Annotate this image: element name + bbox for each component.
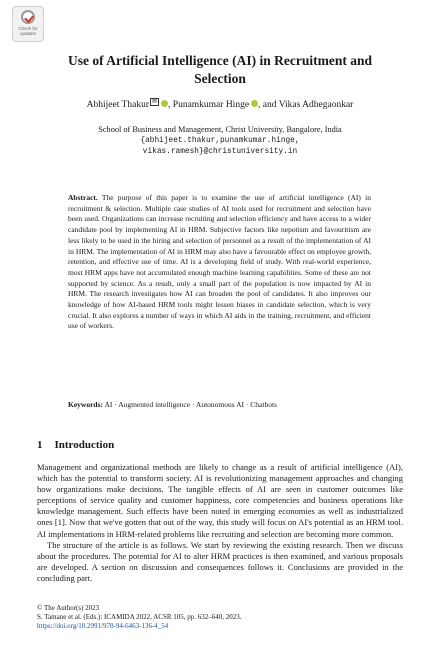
paper-title: Use of Artificial Intelligence (AI) in Recruitment and Selection [67,53,373,86]
copyright: © The Author(s) 2023 [37,604,100,612]
paragraph: The structure of the article is as follows. We start by reviewing the existing research. Then we discuss about the procedures. The potential for AI to alter HRM practices is then examined, and various proposals are developed. A section on discussion and consequences follows it. Conclusions are provided in the concluding part. [37,539,403,583]
author-name: Punamkumar Hinge [172,100,250,111]
keywords-label: Keywords: [68,400,103,409]
citation-link[interactable]: [1] [54,517,65,528]
check-for-updates-icon [21,10,35,24]
orcid-icon[interactable] [161,100,168,107]
email-line[interactable]: vikas.ramesh}@christuniversity.in [142,148,298,156]
abstract-text: The purpose of this paper is to examine the use of artificial intelligence (AI) in recruitment & selection. Multiple case studies of AI tools used for recruitment and selection have been used. Organizations can increase recruiting and selection efficiency and have access to a wider candidate pool by implementing AI in HRM. Subjective factors like nepotism and favouritism are less likely to be used in the hiring and selection of personnel as a result of the implementation of AI in HRM. The implementation of AI in HRM may also have a favourable effect on employee growth, retention, and effective use of time. AI is a developing field of study. With real-world experience, most HRM apps have not accumulated enough machine learning capabilities. Some of these are not supported by science. As a result, only a small part of the population is now impacted by AI in HRM. The research investigates how AI can broaden the pool of candidates. It also improves our knowledge of how AI-based HRM tools might lessen biases in candidate selection, which is very crucial. It also explores a number of ways in which AI aids in the training, recruitment, and efficient use of workers. [68,193,371,331]
orcid-icon[interactable] [251,100,258,107]
section-title: Introduction [54,439,115,451]
author-name: Vikas Adhegaonkar [278,100,354,111]
footer [37,604,403,631]
keywords [68,400,371,410]
abstract [68,193,371,332]
section-number: 1 [37,439,43,451]
body-text [37,462,403,584]
citation-info: S. Tamane et al. (Eds.): ICAMIDA 2022, ACSR 105, pp. 632–640, 2023. [37,613,242,621]
section-heading [37,438,114,452]
email-icon[interactable]: ✉ [152,99,158,105]
abstract-label: Abstract. [68,193,98,202]
paragraph: Management and organizational methods are likely to change as a result of artificial intelligence (AI), which has the potential to transform society. AI is revolutionizing management approaches and changing how organizations make decisions. The tangible effects of AI are seen in customer outcomes like perceptions of service quality and customer happiness, core competencies and business operations like knowledge management. Such effects have been noted in emerging economies as well as industrialized ones [1]. Now that we've gotten that out of the way, this study will focus on AI's potential as an HRM tool. AI implementations in HRM-related problems like recruiting and selection are becoming more common. [37,462,403,539]
doi-link[interactable]: https://doi.org/10.2991/978-94-6463-136-4_54 [37,622,169,630]
author-name: Abhijeet Thakur [86,100,149,111]
check-for-updates-label: Check for updates [18,26,38,36]
check-for-updates-badge[interactable] [12,6,44,42]
email-line[interactable]: {abhijeet.thakur,punamkumar.hinge, [140,136,300,145]
keywords-text: AI · Augmented intelligence · Autonomous AI · Chatbots [104,400,277,409]
affiliation-text: School of Business and Management, Christ University, Bangalore, India [98,125,342,134]
affiliation [55,124,385,159]
author-list: Abhijeet Thakur ✉ , Punamkumar Hinge , and Vikas Adhegaonkar [86,99,354,111]
